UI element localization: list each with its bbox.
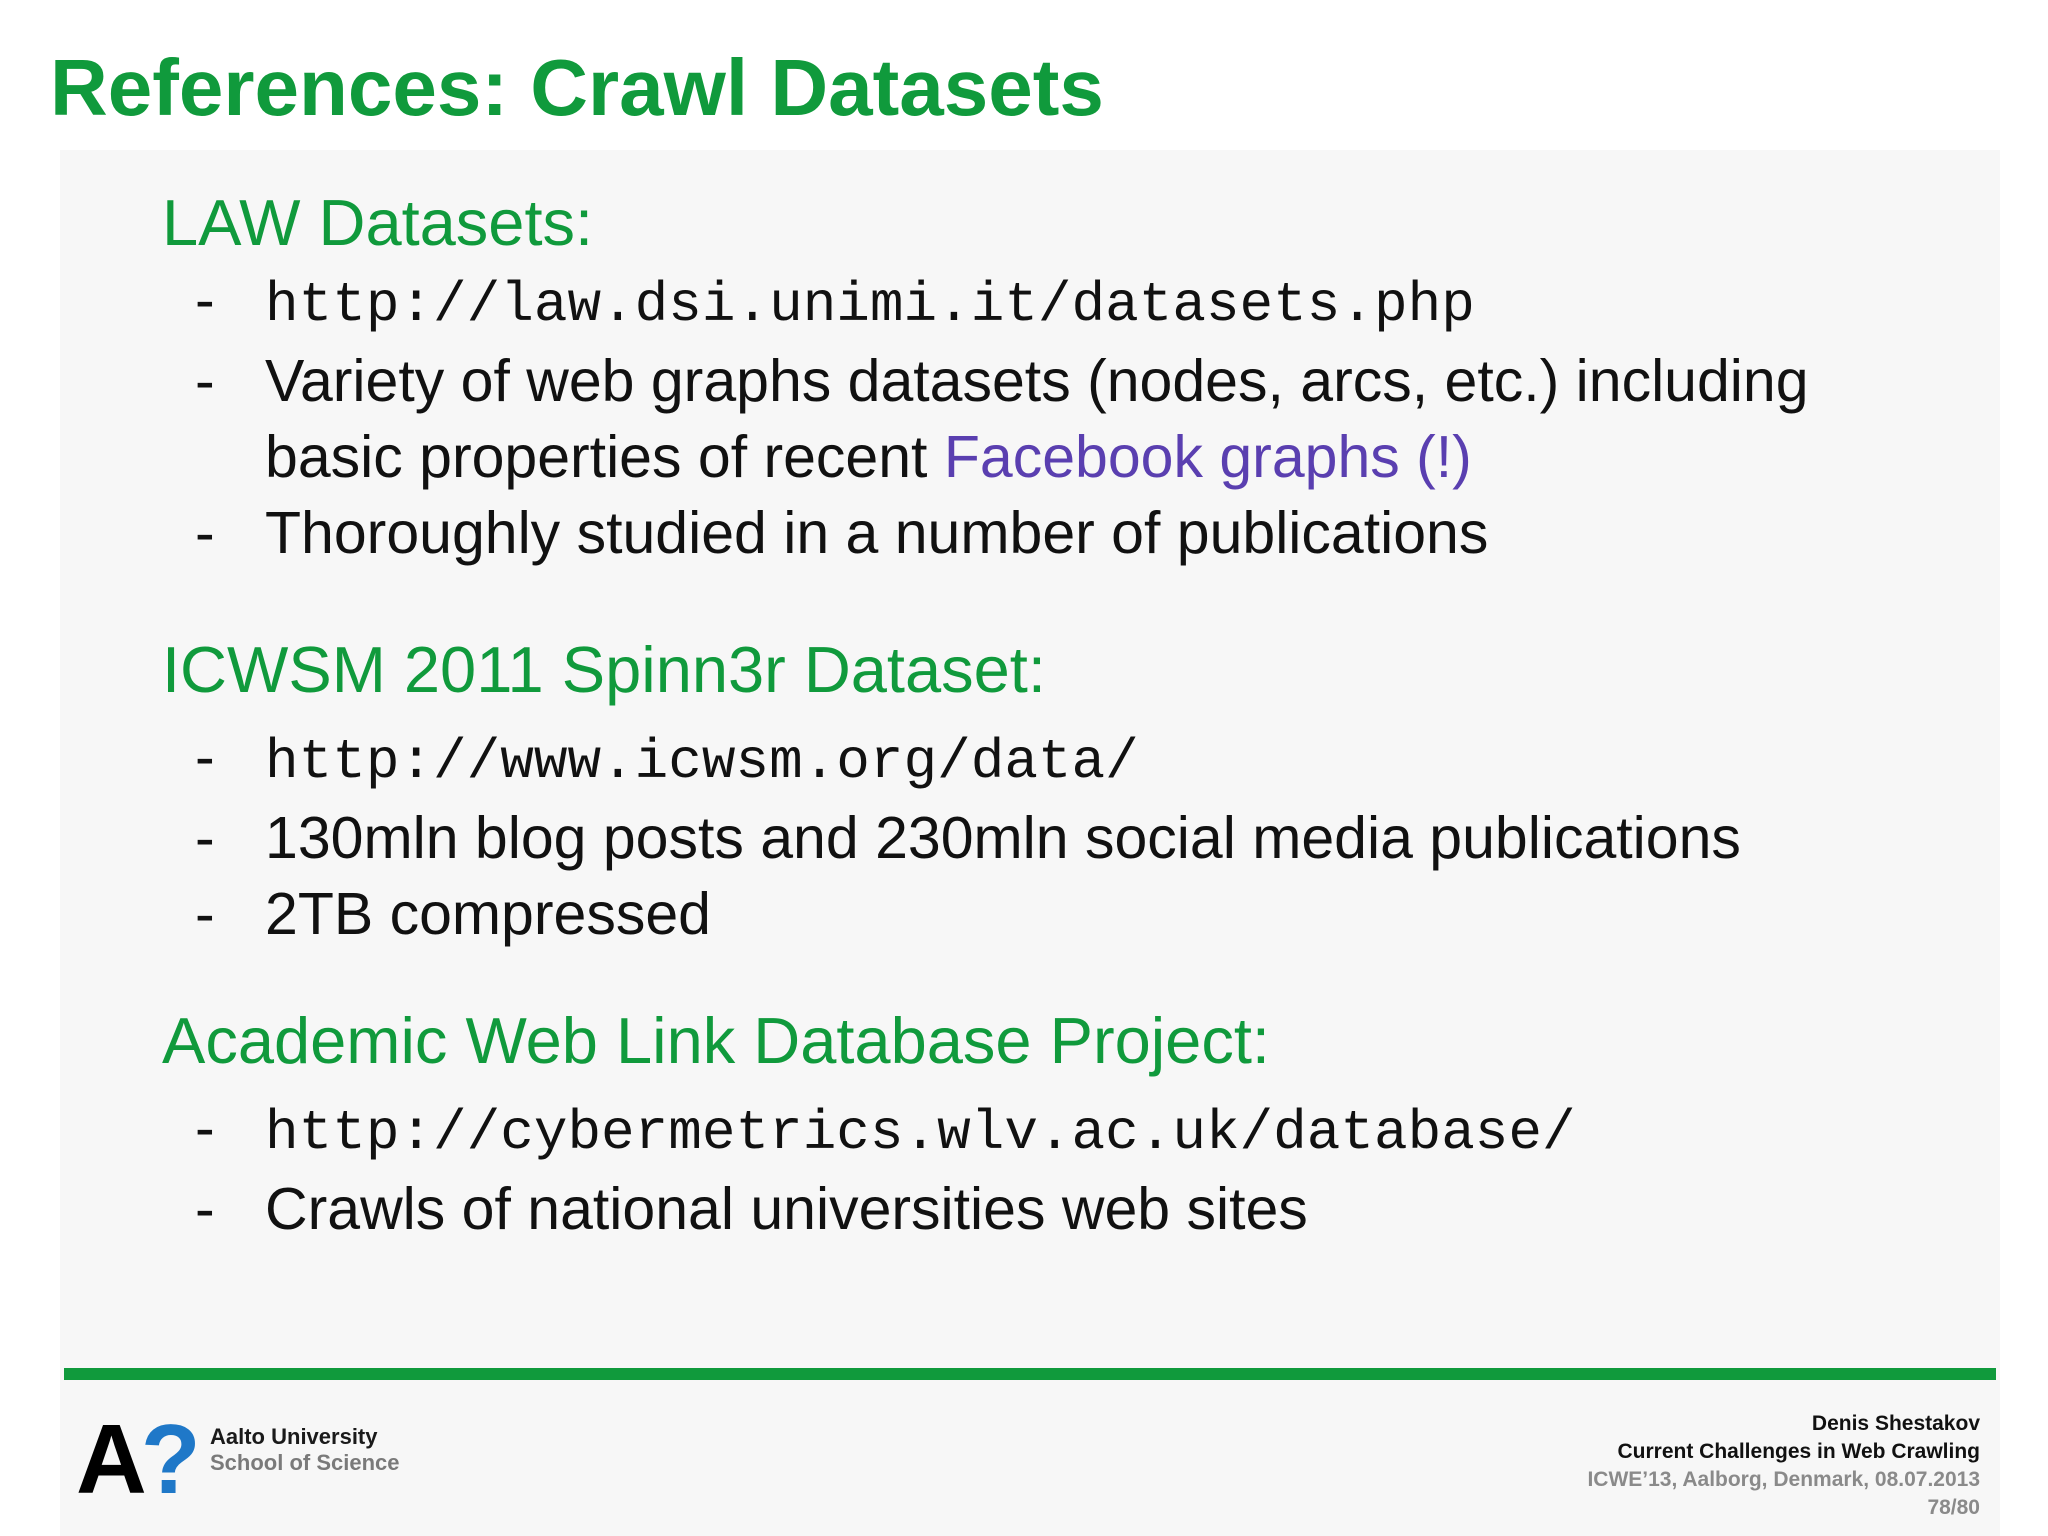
section-heading: Academic Web Link Database Project: [162, 1004, 1270, 1077]
section-heading: ICWSM 2011 Spinn3r Dataset: [162, 633, 1046, 706]
bullet-url [195, 262, 1809, 343]
dataset-url-link[interactable]: http://www.icwsm.org/data/ [265, 730, 1139, 794]
dataset-url-link[interactable]: http://cybermetrics.wlv.ac.uk/database/ [265, 1101, 1576, 1165]
footer-info [1587, 1410, 1980, 1522]
section-heading: LAW Datasets: [162, 186, 594, 259]
page-number: 78/80 [1927, 1496, 1980, 1519]
section-icwsm-dataset [162, 631, 1741, 952]
section-academic-web-link [162, 1002, 1576, 1247]
talk-title: Current Challenges in Web Crawling [1617, 1440, 1980, 1463]
school-name: School of Science [210, 1450, 400, 1475]
bullet-text-prefix: basic properties of recent [265, 424, 944, 490]
bullet-dash: - [195, 1095, 215, 1161]
slide-title: References: Crawl Datasets [50, 43, 1104, 132]
bullet-dash: - [195, 348, 215, 414]
bullet-dash: - [195, 881, 215, 947]
facebook-graphs-highlight: Facebook graphs (!) [943, 424, 1472, 490]
university-name: Aalto University [210, 1424, 378, 1449]
bullet-text: Variety of web graphs datasets (nodes, arcs, etc.) including [265, 348, 1809, 414]
bullet-dash: - [195, 500, 215, 566]
bullet-description [195, 343, 1809, 495]
bullet-blog-posts [195, 800, 1741, 876]
bullet-dash: - [195, 724, 215, 790]
bullet-dash: - [195, 805, 215, 871]
bullet-dash: - [195, 1176, 215, 1242]
bullet-text: Crawls of national universities web sites [265, 1176, 1308, 1242]
bullet-size [195, 876, 1741, 952]
bullet-text-continued [265, 419, 1809, 495]
bullet-url [195, 719, 1741, 800]
university-block [210, 1424, 400, 1476]
section-law-datasets [162, 184, 1809, 571]
aalto-logo [76, 1404, 195, 1514]
bullet-crawls [195, 1171, 1576, 1247]
logo-question-mark-icon: ? [140, 1404, 195, 1514]
bullet-publications [195, 495, 1809, 571]
event-info: ICWE’13, Aalborg, Denmark, 08.07.2013 [1587, 1468, 1980, 1491]
author-name: Denis Shestakov [1811, 1412, 1980, 1435]
footer-divider [64, 1368, 1996, 1380]
bullet-text: 130mln blog posts and 230mln social media publications [265, 805, 1741, 871]
dataset-url-link[interactable]: http://law.dsi.unimi.it/datasets.php [265, 273, 1475, 337]
bullet-dash: - [195, 267, 215, 333]
logo-letter: A [76, 1404, 141, 1514]
bullet-url [195, 1090, 1576, 1171]
bullet-text: Thoroughly studied in a number of publications [265, 500, 1489, 566]
bullet-text: 2TB compressed [265, 881, 711, 947]
